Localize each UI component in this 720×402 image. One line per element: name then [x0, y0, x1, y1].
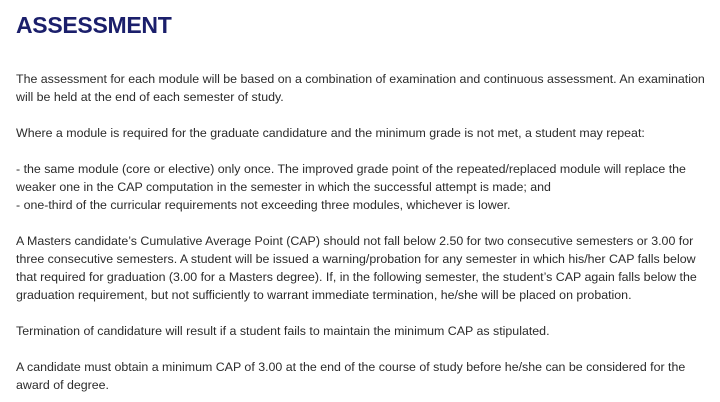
assessment-overview-paragraph: The assessment for each module will be based on a combination of examination and continuous assessment. An examination will be held at the end of each semester of study.	[16, 72, 705, 104]
minimum-cap-paragraph: A candidate must obtain a minimum CAP of 3.00 at the end of the course of study before he/she can be considered for the award of degree.	[16, 360, 686, 392]
repeat-conditions-list	[16, 160, 712, 214]
list-item: - the same module (core or elective) only once. The improved grade point of the repeated/replaced module will replace the weaker one in the CAP computation in the semester in which the successful attempt is made; and	[16, 162, 686, 194]
document-page	[16, 0, 712, 394]
termination-paragraph: Termination of candidature will result if a student fails to maintain the minimum CAP as stipulated.	[16, 324, 550, 338]
cap-requirement-paragraph: A Masters candidate’s Cumulative Average Point (CAP) should not fall below 2.50 for two consecutive semesters or 3.00 for three consecutive semesters. A student will be issued a warning/probation for any semester in which his/her CAP falls below that required for graduation (3.00 for a Masters degree). If, in the following semester, the student’s CAP again falls below the graduation requirement, but not sufficiently to warrant immediate termination, he/she will be placed on probation.	[16, 234, 697, 302]
repeat-module-intro-paragraph: Where a module is required for the graduate candidature and the minimum grade is not met, a student may repeat:	[16, 126, 645, 140]
list-item: - one-third of the curricular requirements not exceeding three modules, whichever is lower.	[16, 198, 511, 212]
page-title: ASSESSMENT	[16, 12, 172, 38]
